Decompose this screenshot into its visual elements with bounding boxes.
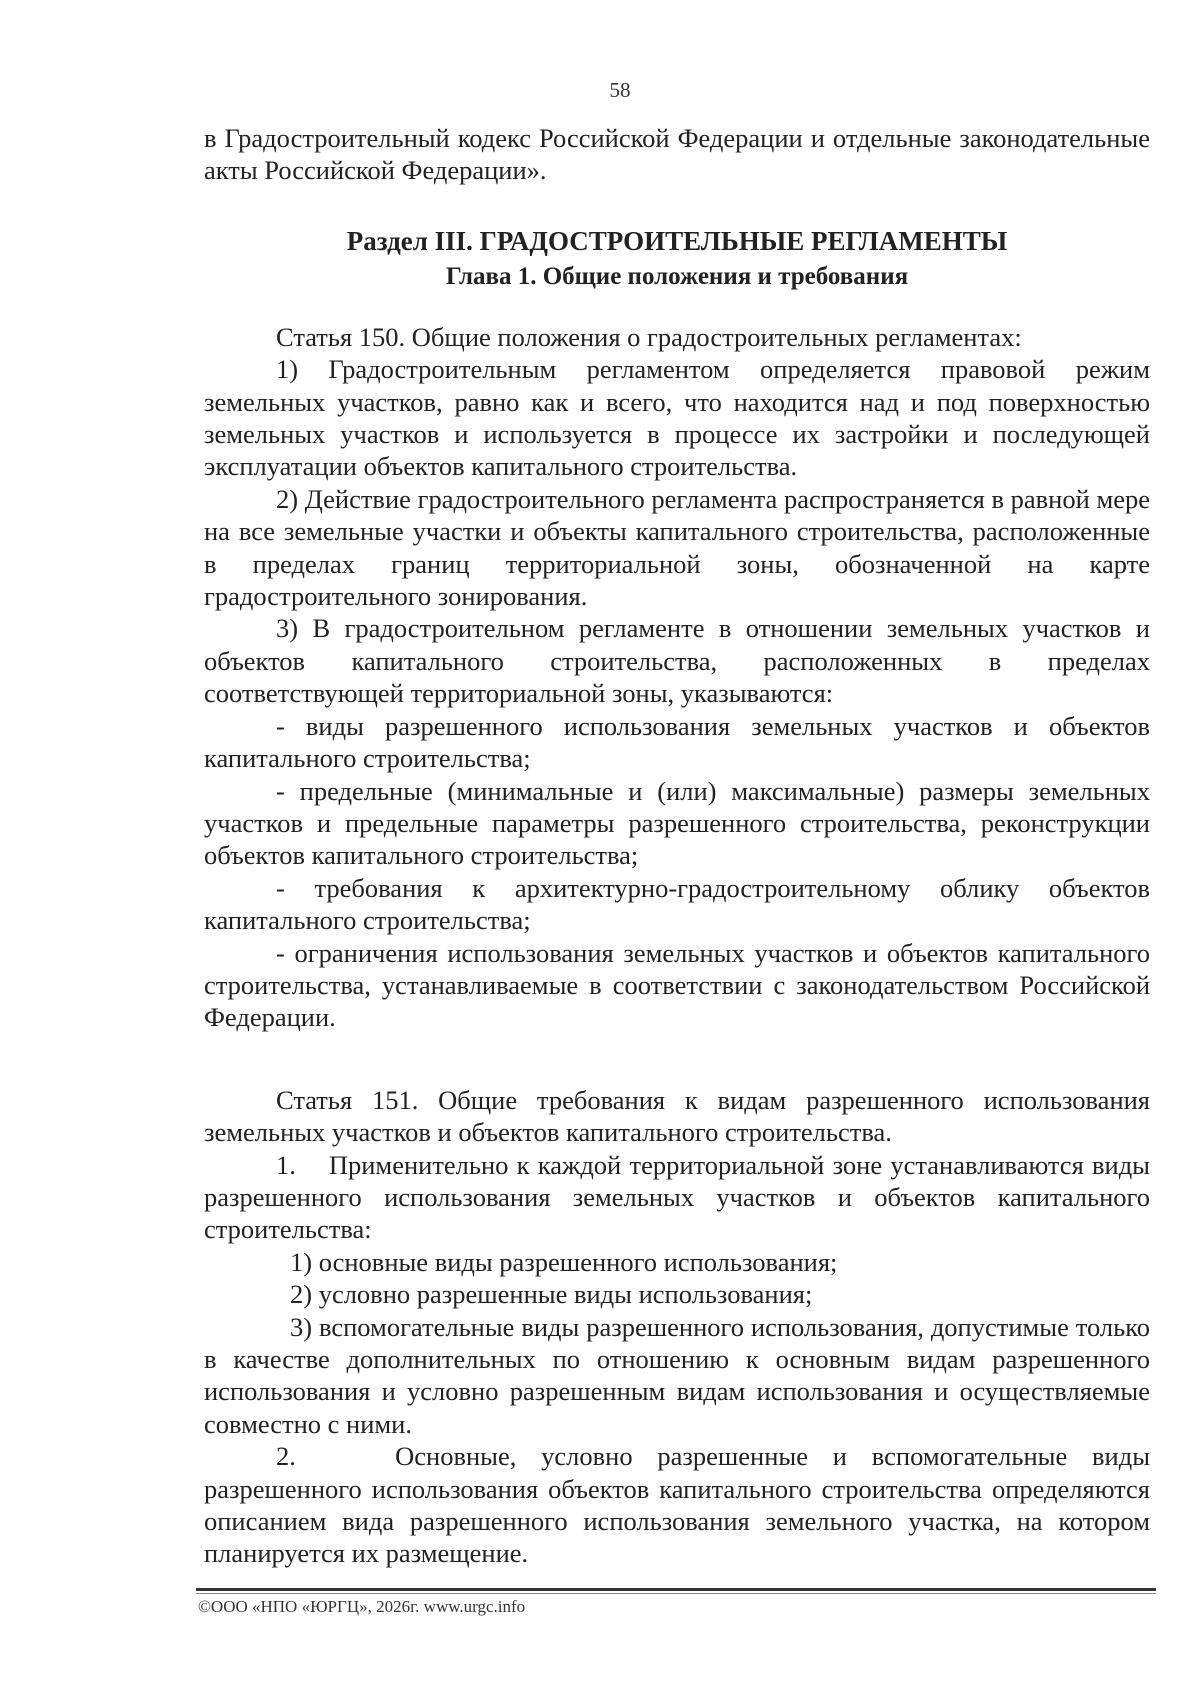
article-150-item-1: 1) Градостроительным регламентом определяется правовой режим земельных участков, равно как и всего, что находится над и под поверхностью земельных участков и используется в процессе их застройки и последующей эксплуатации объектов капитального строительства. — [204, 354, 1150, 482]
footer-copyright: ©ООО «НПО «ЮРГЦ», 2026г. www.urgc.info — [198, 1597, 526, 1616]
document-body — [204, 122, 1157, 1570]
article-151-list-1: 1) основные виды разрешенного использования; — [290, 1246, 838, 1277]
article-151-item-1: 1. Применительно к каждой территориальной зоне устанавливаются виды разрешенного использования земельных участков и объектов капитального строительства: — [204, 1149, 1157, 1245]
page-number: 58 — [609, 78, 631, 102]
footer-divider — [196, 1588, 1156, 1591]
article-151-title: Статья 151. Общие требования к видам разрешенного использования земельных участков и объектов капитального строительства. — [204, 1084, 1150, 1148]
chapter-title: Глава 1. Общие положения и требования — [445, 262, 909, 290]
article-150-item-3: 3) В градостроительном регламенте в отношении земельных участков и объектов капитального строительства, расположенных в пределах соответствующей территориальной зоны, указываются: — [204, 613, 1150, 709]
article-150-bullet-4: - ограничения использования земельных участков и объектов капитального строительства, устанавливаемые в соответствии с законодательством Российской Федерации. — [204, 937, 1150, 1033]
article-150-bullet-2: - предельные (минимальные и (или) максимальные) размеры земельных участков и предельные параметры разрешенного строительства, реконструкции объектов капитального строительства; — [204, 775, 1150, 871]
section-heading-block — [204, 223, 1150, 295]
article-151-list-3: 3) вспомогательные виды разрешенного использования, допустимые только в качестве дополнительных по отношению к основным видам разрешенного использования и условно разрешенным видам использования и осуществляемые совместно с ними. — [204, 1311, 1150, 1439]
article-150-bullet-1: - виды разрешенного использования земельных участков и объектов капитального строительства; — [204, 710, 1150, 774]
footer-divider-thin — [196, 1593, 1156, 1594]
article-150-item-2: 2) Действие градостроительного регламента распространяется в равной мере на все земельные участки и объекты капитального строительства, расположенные в пределах границ территориальной зоны, обозначенной на карте градостроительного зонирования. — [204, 483, 1150, 612]
article-151-list-2: 2) условно разрешенные виды использования; — [290, 1279, 813, 1310]
article-151-item-2: 2. Основные, условно разрешенные и вспомогательные виды разрешенного использования объектов капитального строительства определяются описанием вида разрешенного использования земельного участка, на котором планируется их размещение. — [204, 1441, 1157, 1569]
article-150-bullet-3: - требования к архитектурно-градостроительному облику объектов капитального строительства; — [204, 872, 1150, 936]
intro-paragraph: в Градостроительный кодекс Российской Федерации и отдельные законодательные акты Российской Федерации». — [204, 123, 1150, 186]
section-title: Раздел III. ГРАДОСТРОИТЕЛЬНЫЕ РЕГЛАМЕНТЫ — [346, 225, 1008, 256]
article-150-title: Статья 150. Общие положения о градостроительных регламентах: — [276, 321, 1022, 352]
